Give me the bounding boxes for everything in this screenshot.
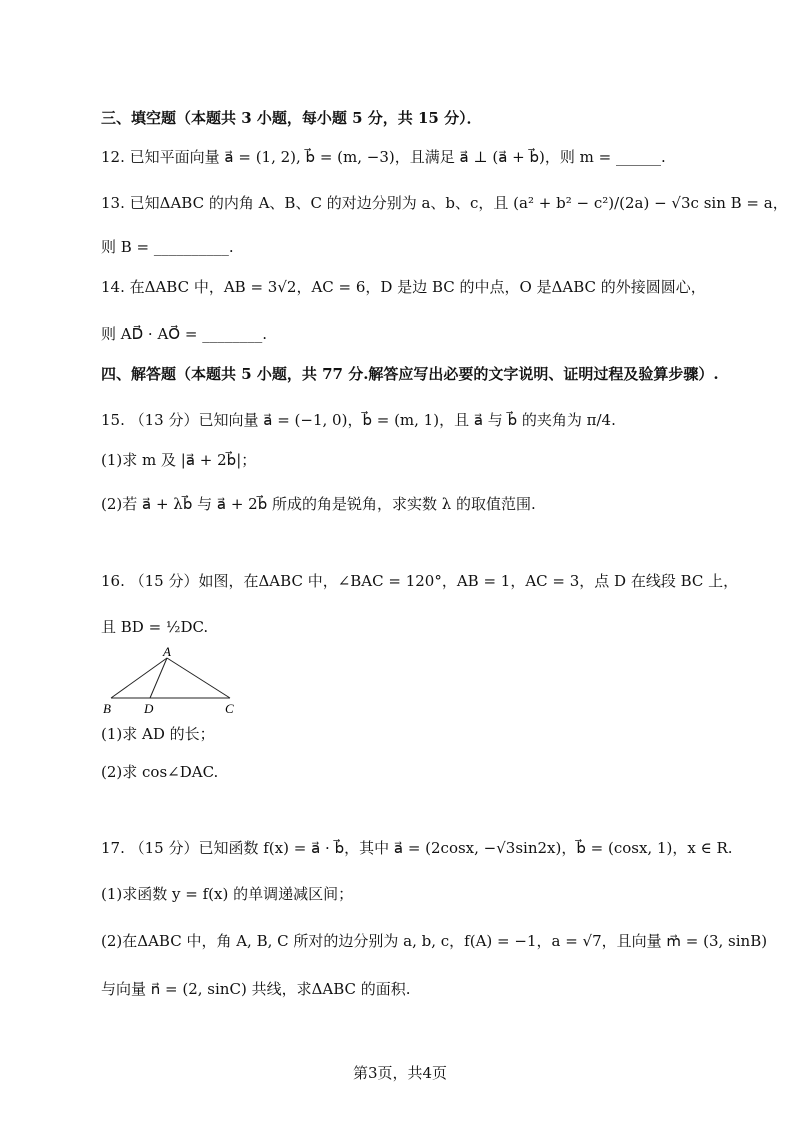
question-12: 12. 已知平面向量 a⃗ = (1, 2), b⃗ = (m, −3)，且满足 a⃗ ⊥ (a⃗ + b⃗)，则 m = ______.: [101, 148, 666, 166]
question-17-part2-line1: (2)在ΔABC 中，角 A, B, C 所对的边分别为 a, b, c，f(A) = −1，a = √7，且向量 m⃗ = (3, sinB): [101, 932, 768, 950]
side-ac: [167, 658, 230, 698]
question-15-stem: 15. （13 分）已知向量 a⃗ = (−1, 0)，b⃗ = (m, 1)，且 a⃗ 与 b⃗ 的夹角为 π/4.: [101, 411, 616, 429]
question-13-line1: 13. 已知ΔABC 的内角 A、B、C 的对边分别为 a、b、c，且 (a² + b² − c²)/(2a) − √3c sin B = a，: [101, 194, 788, 212]
question-16-part2: (2)求 cos∠DAC.: [101, 763, 219, 781]
label-b: B: [103, 701, 111, 716]
label-c: C: [225, 701, 234, 716]
section3-heading: 三、填空题（本题共 3 小题，每小题 5 分，共 15 分）．: [101, 109, 482, 127]
question-15-part2: (2)若 a⃗ + λb⃗ 与 a⃗ + 2b⃗ 所成的角是锐角，求实数 λ 的取值范围.: [101, 495, 536, 513]
question-14-line2: 则 AD⃗ · AO⃗ = ________.: [101, 325, 267, 343]
question-16-stem2: 且 BD = ½DC.: [101, 618, 209, 636]
question-17-stem: 17. （15 分）已知函数 f(x) = a⃗ · b⃗，其中 a⃗ = (2cosx, −√3sin2x)，b⃗ = (cosx, 1)，x ∈ R.: [101, 839, 733, 857]
triangle-figure: [100, 645, 250, 717]
question-15-part1: (1)求 m 及 |a⃗ + 2b⃗|；: [101, 451, 257, 469]
question-16-stem: 16. （15 分）如图，在ΔABC 中，∠BAC = 120°，AB = 1，AC = 3，点 D 在线段 BC 上，: [101, 572, 739, 590]
question-17-part1: (1)求函数 y = f(x) 的单调递减区间；: [101, 885, 354, 903]
label-a: A: [163, 645, 171, 659]
question-14-line1: 14. 在ΔABC 中，AB = 3√2，AC = 6，D 是边 BC 的中点，O 是ΔABC 的外接圆圆心，: [101, 278, 706, 296]
section4-heading: 四、解答题（本题共 5 小题，共 77 分.解答应写出必要的文字说明、证明过程及验算步骤）.: [101, 365, 719, 383]
page-footer: 第3页，共4页: [352, 1064, 448, 1082]
question-16-part1: (1)求 AD 的长；: [101, 725, 215, 743]
question-17-part2-line2: 与向量 n⃗ = (2, sinC) 共线，求ΔABC 的面积.: [101, 980, 411, 998]
label-d: D: [144, 701, 154, 716]
question-13-line2: 则 B = __________.: [101, 238, 234, 256]
